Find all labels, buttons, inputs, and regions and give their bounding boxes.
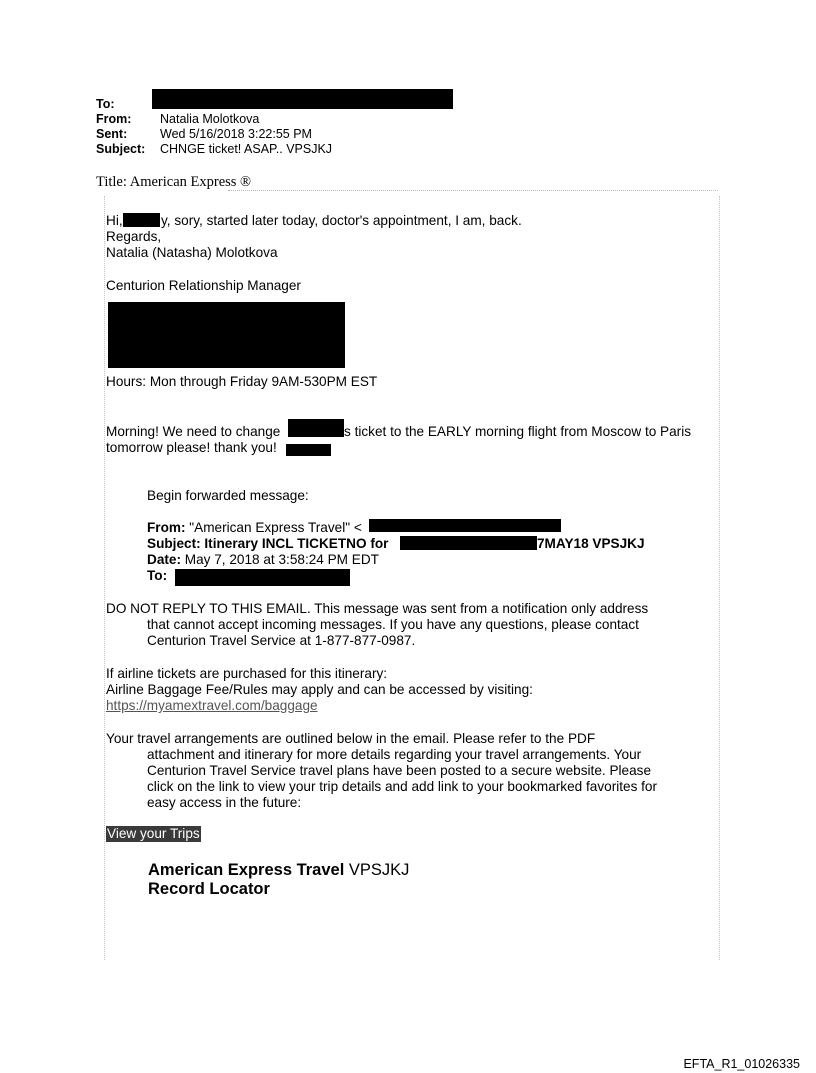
- forwarded-from-label: From:: [147, 520, 186, 535]
- redaction-contact-block: [108, 302, 345, 368]
- redaction-request-name: [288, 419, 344, 437]
- redaction-request-sign: [286, 444, 331, 456]
- locator-line-1: [148, 861, 409, 880]
- forwarded-intro: Begin forwarded message:: [147, 488, 309, 503]
- page-title: Title: American Express ®: [96, 174, 252, 190]
- arrangements-line-3: Centurion Travel Service travel plans have been posted to a secure website. Please: [147, 763, 652, 778]
- redaction-greeting-name: [123, 213, 160, 227]
- subject-label: Subject:: [96, 142, 146, 156]
- redaction-forwarded-subject: [400, 536, 537, 550]
- forwarded-subject-label: Subject: Itinerary INCL TICKETNO for: [147, 536, 389, 551]
- forwarded-date-value: May 7, 2018 at 3:58:24 PM EDT: [184, 552, 379, 567]
- forwarded-date: [147, 552, 379, 568]
- from-value: Natalia Molotkova: [160, 112, 260, 126]
- request-prefix: Morning! We need to change: [106, 424, 281, 439]
- redaction-forwarded-to: [175, 569, 350, 586]
- document-id: EFTA_R1_01026335: [683, 1057, 800, 1071]
- view-trips-button[interactable]: View your Trips: [107, 826, 200, 841]
- request-line-2: tomorrow please! thank you!: [106, 440, 277, 455]
- arrangements-line-4: click on the link to view your trip details and add link to your bookmarked favorites for: [147, 779, 658, 794]
- forwarded-from: [147, 520, 362, 536]
- baggage-line-2: Airline Baggage Fee/Rules may apply and can be accessed by visiting:: [106, 682, 533, 697]
- arrangements-line-1: Your travel arrangements are outlined below in the email. Please refer to the PDF: [106, 731, 596, 746]
- subject-value: CHNGE ticket! ASAP.. VPSJKJ: [160, 142, 333, 156]
- baggage-link[interactable]: https://myamextravel.com/baggage: [106, 698, 318, 713]
- from-label: From:: [96, 112, 132, 126]
- baggage-line-1: If airline tickets are purchased for this itinerary:: [106, 666, 388, 681]
- redaction-to: [152, 89, 453, 109]
- forwarded-from-value: "American Express Travel" <: [189, 520, 362, 535]
- locator-company: American Express Travel: [148, 861, 345, 879]
- signature-name: Natalia (Natasha) Molotkova: [106, 245, 278, 260]
- notice-line-2: that cannot accept incoming messages. If you have any questions, please contact: [147, 617, 639, 632]
- greeting-text: y, sory, started later today, doctor's appointment, I am, back.: [161, 213, 522, 228]
- to-label: To:: [96, 97, 115, 111]
- greeting-prefix: Hi,: [106, 213, 123, 228]
- locator-label: Record Locator: [148, 880, 270, 898]
- forwarded-subject-tail: 7MAY18 VPSJKJ: [537, 536, 645, 551]
- signature-title: Centurion Relationship Manager: [106, 278, 301, 293]
- sent-value: Wed 5/16/2018 3:22:55 PM: [160, 127, 312, 141]
- redaction-forwarded-from: [369, 519, 561, 532]
- request-text: s ticket to the EARLY morning flight from Moscow to Paris: [344, 424, 692, 439]
- arrangements-line-5: easy access in the future:: [147, 795, 302, 810]
- forwarded-date-label: Date:: [147, 552, 181, 567]
- title-divider: [228, 190, 718, 191]
- notice-line-1: DO NOT REPLY TO THIS EMAIL. This message was sent from a notification only address: [106, 601, 649, 616]
- notice-line-3: Centurion Travel Service at 1-877-877-0987.: [147, 633, 416, 648]
- sent-label: Sent:: [96, 127, 128, 141]
- regards: Regards,: [106, 229, 162, 244]
- forwarded-to-label: To:: [147, 568, 168, 583]
- office-hours: Hours: Mon through Friday 9AM-530PM EST: [106, 374, 378, 389]
- locator-code: VPSJKJ: [348, 861, 410, 879]
- arrangements-line-2: attachment and itinerary for more details regarding your travel arrangements. Your: [147, 747, 642, 762]
